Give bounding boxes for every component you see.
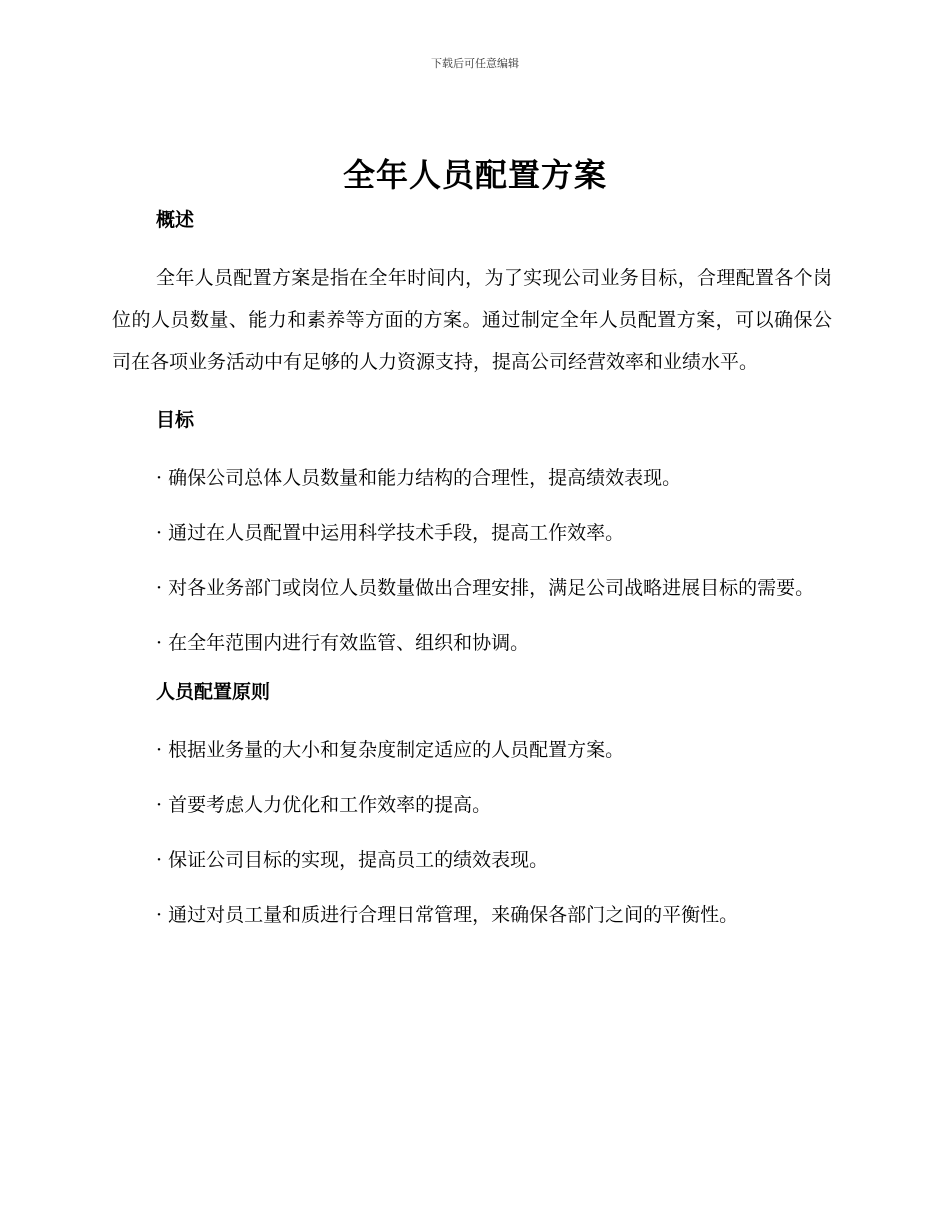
document-body [112,205,832,936]
list-item: · 确保公司总体人员数量和能力结构的合理性，提高绩效表现。 [156,467,682,489]
section-heading: 概述 [156,209,195,231]
paragraph: 全年人员配置方案是指在全年时间内，为了实现公司业务目标，合理配置各个岗位的人员数量、能力和素养等方面的方案。通过制定全年人员配置方案，可以确保公司在各项业务活动中有足够的人力资源支持，提高公司经营效率和业绩水平。 [112,267,832,373]
header-note: 下载后可任意编辑 [431,57,519,70]
document-title: 全年人员配置方案 [342,156,607,194]
list-item: · 通过对员工量和质进行合理日常管理，来确保各部门之间的平衡性。 [156,904,739,926]
list-item: · 首要考虑人力优化和工作效率的提高。 [156,794,492,816]
section-overview [112,205,832,383]
section-heading: 目标 [156,409,195,431]
section-heading: 人员配置原则 [156,681,271,703]
list-item: · 根据业务量的大小和复杂度制定适应的人员配置方案。 [156,739,625,761]
list-item: · 保证公司目标的实现，提高员工的绩效表现。 [156,849,549,871]
section-goals [112,405,832,664]
list-item: · 对各业务部门或岗位人员数量做出合理安排，满足公司战略进展目标的需要。 [156,577,815,599]
list-item: · 在全年范围内进行有效监管、组织和协调。 [156,632,530,654]
list-item: · 通过在人员配置中运用科学技术手段，提高工作效率。 [156,522,625,544]
section-principles [112,677,832,936]
